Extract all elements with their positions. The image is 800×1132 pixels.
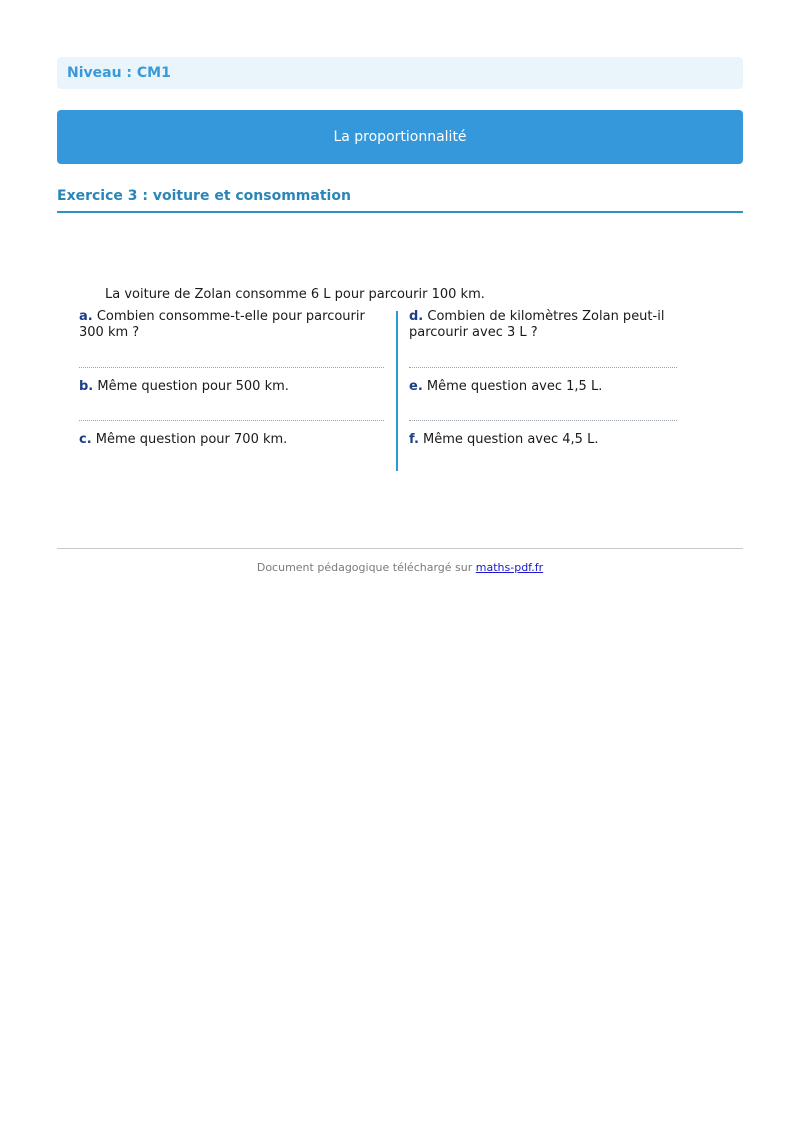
question-letter: a. <box>79 309 93 324</box>
title-banner <box>57 110 743 164</box>
answer-line <box>409 420 677 421</box>
footer-divider <box>57 548 743 549</box>
answer-line <box>409 367 677 368</box>
question-text: Même question pour 700 km. <box>95 432 288 447</box>
footer-text: Document pédagogique téléchargé sur <box>256 561 473 574</box>
answer-line <box>79 367 384 368</box>
level-bar <box>57 57 743 89</box>
question-text-continued: parcourir avec 3 L ? <box>409 325 538 340</box>
column-divider <box>396 311 398 471</box>
exercise-content <box>57 275 743 475</box>
question-letter: e. <box>409 379 423 394</box>
footer-link[interactable]: maths-pdf.fr <box>475 561 544 574</box>
question-c <box>79 432 287 448</box>
question-letter: f. <box>409 432 419 447</box>
exercise-heading <box>57 185 743 213</box>
question-text: Combien de kilomètres Zolan peut-il <box>427 309 665 324</box>
question-letter: d. <box>409 309 424 324</box>
question-letter: c. <box>79 432 92 447</box>
question-text: Même question pour 500 km. <box>97 379 289 394</box>
question-text-continued: 300 km ? <box>79 325 140 340</box>
question-text: Même question avec 4,5 L. <box>423 432 599 447</box>
level-label: Niveau : CM1 <box>67 65 171 81</box>
question-a <box>79 309 365 341</box>
question-d <box>409 309 664 341</box>
question-letter: b. <box>79 379 94 394</box>
question-text: Combien consomme-t-elle pour parcourir <box>96 309 365 324</box>
question-e <box>409 379 602 395</box>
exercise-intro: La voiture de Zolan consomme 6 L pour parcourir 100 km. <box>105 287 485 302</box>
footer <box>57 561 743 574</box>
question-b <box>79 379 289 395</box>
exercise-title: Exercice 3 : voiture et consommation <box>57 188 351 204</box>
answer-line <box>79 420 384 421</box>
page-title: La proportionnalité <box>333 129 467 145</box>
question-f <box>409 432 598 448</box>
question-text: Même question avec 1,5 L. <box>426 379 603 394</box>
